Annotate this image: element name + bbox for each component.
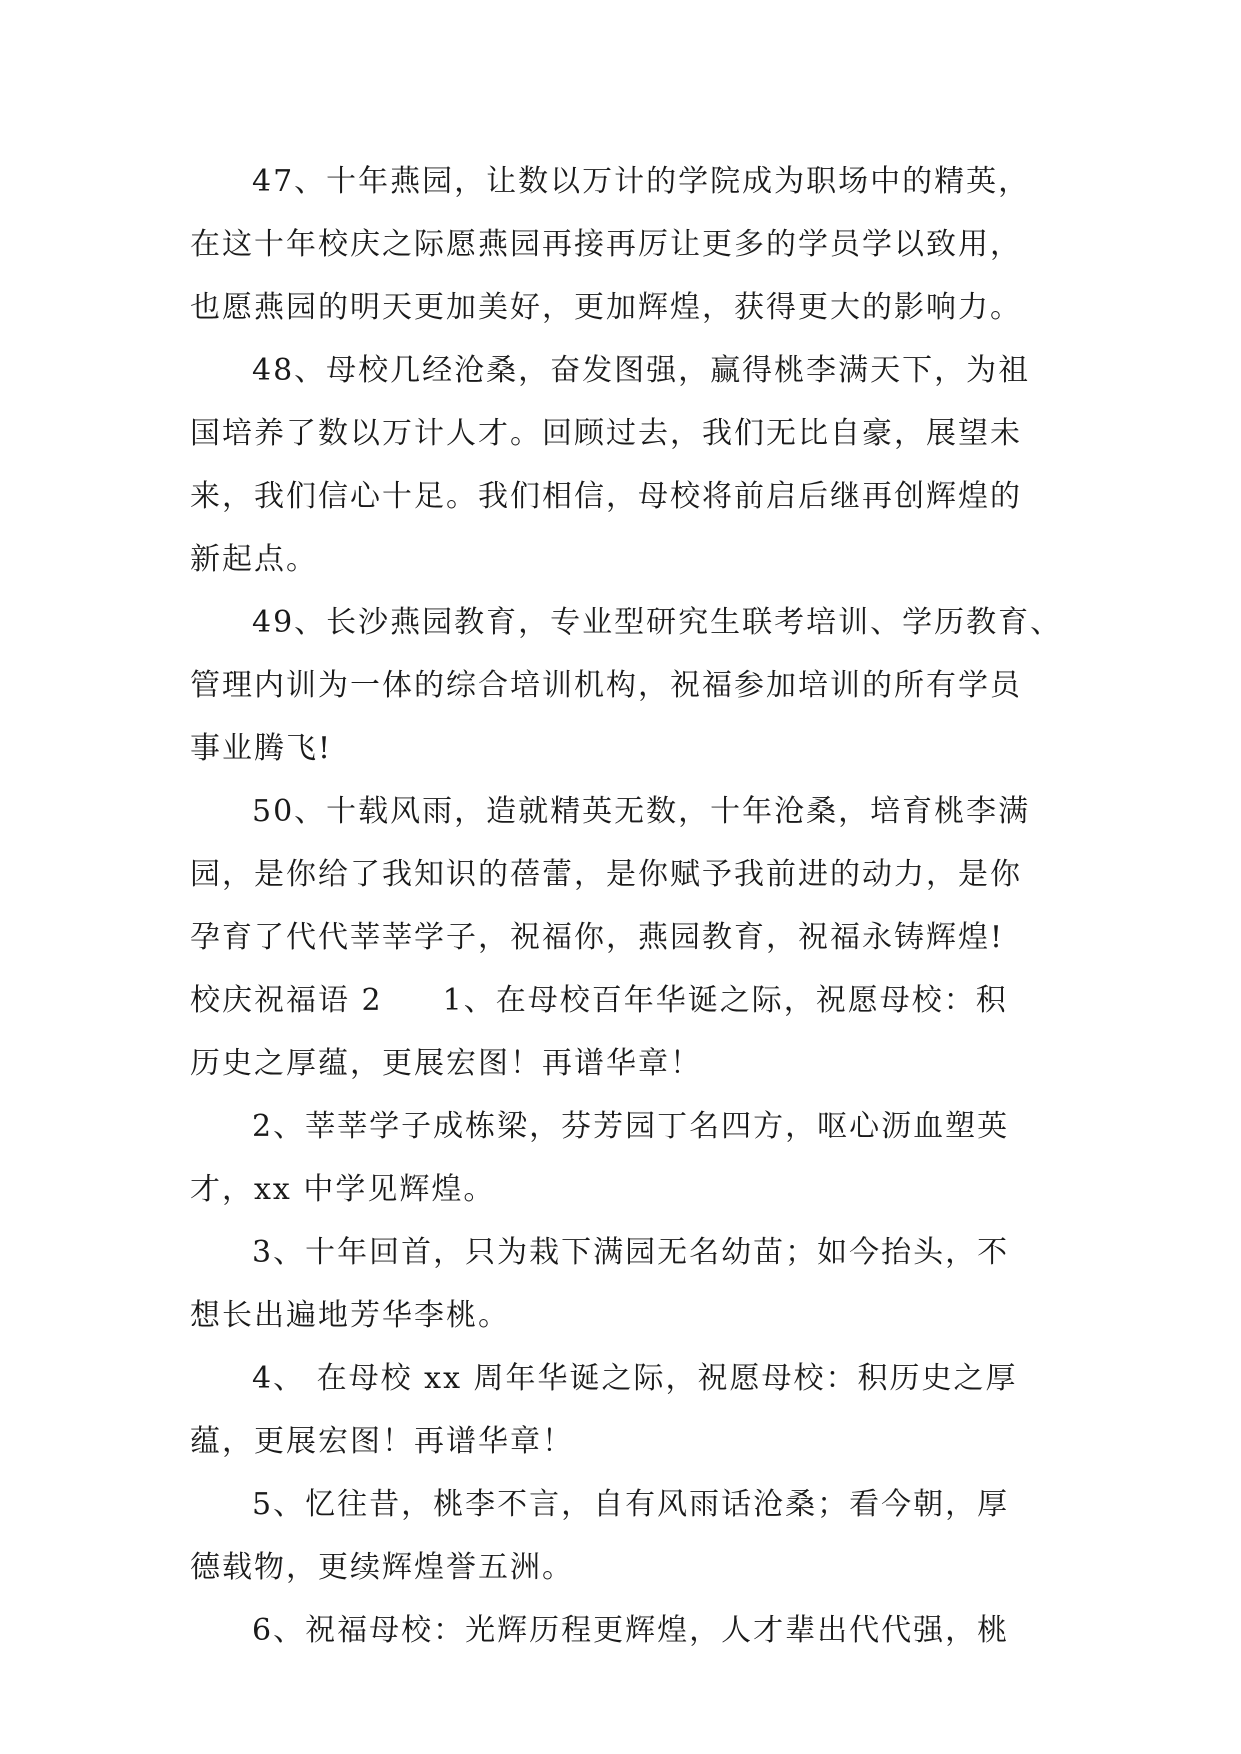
paragraph-3-line-1: 3、十年回首，只为栽下满园无名幼苗；如今抬头，不	[252, 1235, 1010, 1270]
paragraph-48-line-3: 来，我们信心十足。我们相信，母校将前启后继再创辉煌的	[190, 479, 1022, 514]
paragraph-1-line-2: 历史之厚蕴，更展宏图！再谱华章！	[190, 1046, 702, 1081]
paragraph-48-line-4: 新起点。	[190, 542, 318, 577]
paragraph-49-line-2: 管理内训为一体的综合培训机构，祝福参加培训的所有学员	[190, 668, 1022, 703]
document-body	[190, 150, 1070, 1662]
paragraph-50-line-2: 园，是你给了我知识的蓓蕾，是你赋予我前进的动力，是你	[190, 857, 1022, 892]
paragraph-48-line-1: 48、母校几经沧桑，奋发图强，赢得桃李满天下，为祖	[252, 353, 1031, 388]
paragraph-47-line-2: 在这十年校庆之际愿燕园再接再厉让更多的学员学以致用，	[190, 227, 1022, 262]
paragraph-6-line-1: 6、祝福母校：光辉历程更辉煌，人才辈出代代强，桃	[252, 1613, 1010, 1648]
paragraph-50-line-3: 孕育了代代莘莘学子，祝福你，燕园教育，祝福永铸辉煌!	[190, 920, 1005, 955]
paragraph-47-line-1: 47、十年燕园，让数以万计的学院成为职场中的精英，	[252, 164, 1031, 199]
paragraph-4-line-2: 蕴，更展宏图！再谱华章！	[190, 1424, 574, 1459]
paragraph-48-line-2: 国培养了数以万计人才。回顾过去，我们无比自豪，展望未	[190, 416, 1022, 451]
paragraph-5-line-2: 德载物，更续辉煌誉五洲。	[190, 1550, 574, 1585]
section-heading: 校庆祝福语 2	[190, 983, 383, 1018]
paragraph-49-line-1: 49、长沙燕园教育，专业型研究生联考培训、学历教育、	[252, 605, 1063, 640]
paragraph-2-line-2: 才，xx 中学见辉煌。	[190, 1172, 496, 1207]
section-heading-line	[190, 969, 1070, 1032]
paragraph-50-line-1: 50、十载风雨，造就精英无数，十年沧桑，培育桃李满	[252, 794, 1031, 829]
paragraph-4-line-1: 4、 在母校 xx 周年华诞之际，祝愿母校：积历史之厚	[252, 1361, 1018, 1396]
paragraph-49-line-3: 事业腾飞!	[190, 731, 333, 766]
paragraph-1-line-1: 1、在母校百年华诞之际，祝愿母校：积	[442, 983, 1008, 1018]
paragraph-47-line-3: 也愿燕园的明天更加美好，更加辉煌，获得更大的影响力。	[190, 290, 1022, 325]
paragraph-3-line-2: 想长出遍地芳华李桃。	[190, 1298, 510, 1333]
paragraph-5-line-1: 5、忆往昔，桃李不言，自有风雨话沧桑；看今朝，厚	[252, 1487, 1010, 1522]
paragraph-2-line-1: 2、莘莘学子成栋梁，芬芳园丁名四方，呕心沥血塑英	[252, 1109, 1010, 1144]
